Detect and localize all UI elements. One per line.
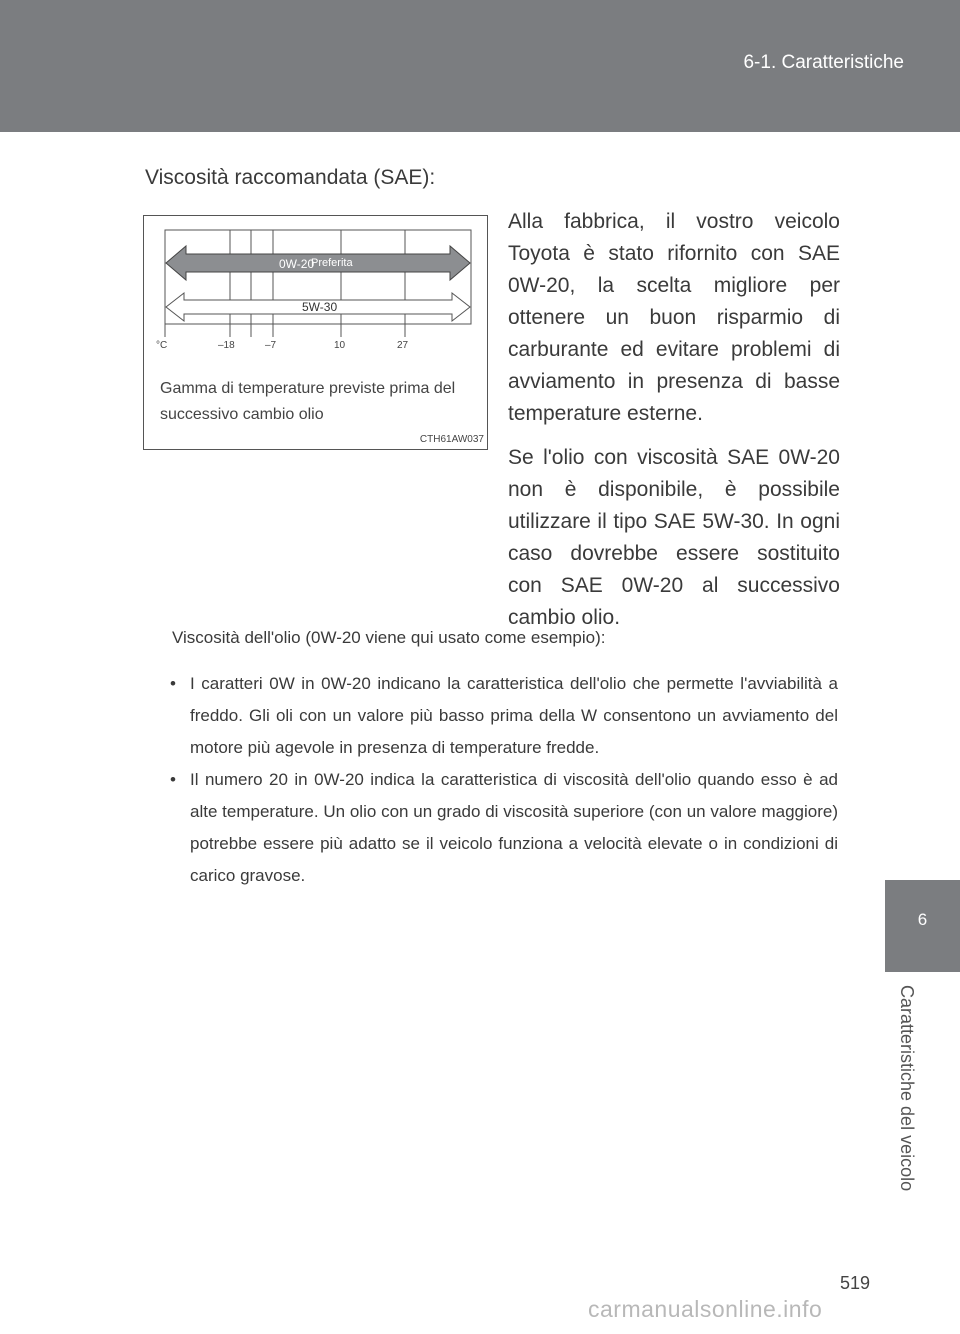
preferred-label: Preferita	[311, 257, 353, 269]
header-band	[0, 0, 960, 132]
list-item-text: I caratteri 0W in 0W-20 indicano la caratteristica dell'olio che permette l'avviabilità a freddo. Gli oli con un valore più basso prima della W consentono un avviamento del motore più agevole in presenza di temperature fredde.	[190, 674, 838, 757]
list-item	[168, 668, 838, 764]
paragraph: Alla fabbrica, il vostro veicolo Toyota è stato rifornito con SAE 0W-20, la scelta migliore per ottenere un buon risparmio di carburante ed evitare problemi di avviamento in presenza di basse temperature esterne.	[508, 210, 840, 425]
note-title: Viscosità dell'olio (0W-20 viene qui usato come esempio):	[172, 628, 606, 647]
list-item	[168, 764, 838, 892]
bullet-icon: •	[170, 674, 176, 693]
section-title: 6-1. Caratteristiche	[743, 52, 904, 73]
section-heading: Viscosità raccomandata (SAE):	[145, 166, 436, 189]
tick-label: 27	[397, 340, 409, 351]
paragraph: Se l'olio con viscosità SAE 0W-20 non è disponibile, è possibile utilizzare il tipo SAE 5W-30. In ogni caso dovrebbe essere sostituito con SAE 0W-20 al successivo cambio olio.	[508, 446, 840, 629]
tick-label: 10	[334, 340, 346, 351]
oil-preferred-label: 0W-20	[279, 257, 315, 271]
chapter-number: 6	[917, 910, 928, 929]
tick-label: –7	[265, 340, 277, 351]
figure-caption: Gamma di temperature previste prima del successivo cambio olio	[160, 380, 456, 423]
viscosity-figure	[143, 215, 488, 450]
tick-label: –18	[218, 340, 235, 351]
oil-alt-label: 5W-30	[302, 300, 338, 314]
bullet-list	[168, 668, 838, 892]
list-item-text: Il numero 20 in 0W-20 indica la caratteristica di viscosità dell'olio quando esso è ad alte temperature. Un olio con un grado di viscosità superiore (con un valore maggiore) potrebbe essere più adatto se il veicolo funziona a velocità elevate o in condizioni di carico gravose.	[190, 770, 838, 885]
page-number: 519	[840, 1273, 871, 1293]
chapter-tab[interactable]	[885, 880, 960, 972]
temperature-unit: °C	[156, 340, 168, 351]
watermark[interactable]: carmanualsonline.info	[588, 1296, 823, 1322]
chapter-label: Caratteristiche del veicolo	[897, 985, 917, 1192]
bullet-icon: •	[170, 770, 176, 789]
figure-code: CTH61AW037	[419, 434, 484, 445]
body-text	[508, 206, 840, 634]
